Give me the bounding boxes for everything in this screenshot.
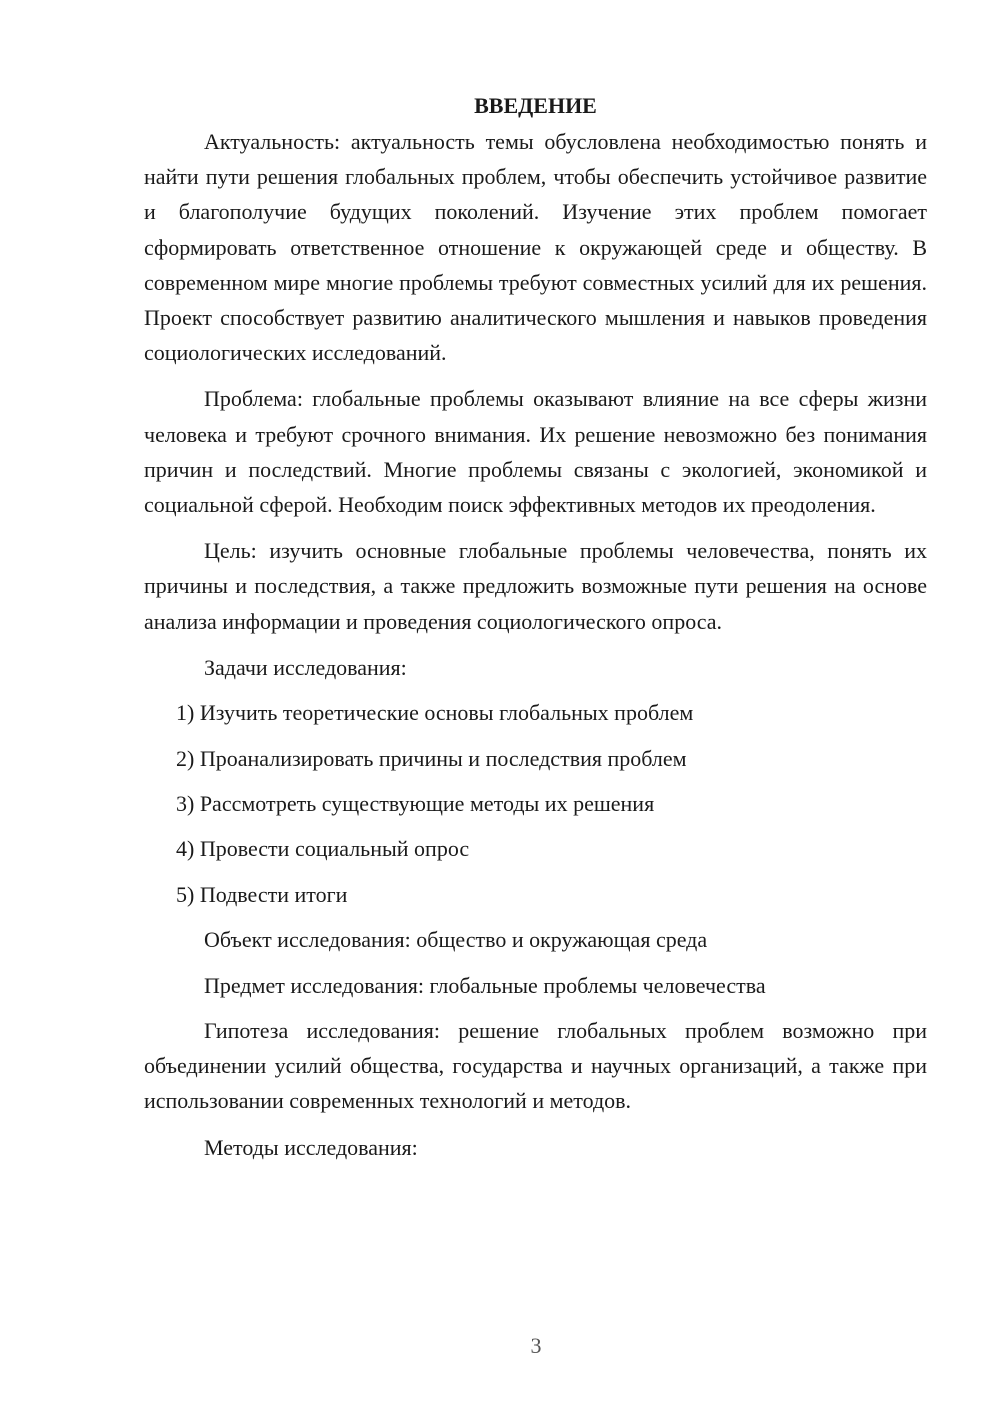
task-item-2: 2) Проанализировать причины и последствия проблем (176, 745, 687, 771)
document-page (144, 90, 927, 1175)
task-item-3: 3) Рассмотреть существующие методы их решения (176, 791, 655, 817)
methods-title: Методы исследования: (204, 1134, 418, 1160)
research-object: Объект исследования: общество и окружающая среда (204, 927, 708, 953)
task-item-4: 4) Провести социальный опрос (176, 836, 470, 862)
hypothesis-paragraph: Гипотеза исследования: решение глобальных проблем возможно при объединении усилий общества, государства и научных организаций, а также при использовании современных технологий и методов. (144, 1017, 927, 1114)
relevance-paragraph: Актуальность: актуальность темы обусловлена необходимостью понять и найти пути решения глобальных проблем, чтобы обеспечить устойчивое развитие и благополучие будущих поколений. Изучение этих проблем помогает сформировать ответственное отношение к окружающей среде и обществу. В современном мире многие проблемы требуют совместных усилий для их решения. Проект способствует развитию аналитического мышления и навыков проведения социологических исследований. (144, 129, 927, 366)
page-number: 3 (530, 1333, 542, 1358)
research-subject: Предмет исследования: глобальные проблемы человечества (204, 972, 766, 998)
goal-paragraph: Цель: изучить основные глобальные проблемы человечества, понять их причины и последствия, а также предложить возможные пути решения на основе анализа информации и проведения социологического опроса. (144, 538, 927, 634)
task-item-5: 5) Подвести итоги (176, 881, 348, 907)
tasks-title: Задачи исследования: (204, 654, 407, 680)
section-heading: ВВЕДЕНИЕ (474, 93, 597, 118)
task-item-1: 1) Изучить теоретические основы глобальных проблем (176, 700, 694, 726)
problem-paragraph: Проблема: глобальные проблемы оказывают влияние на все сферы жизни человека и требуют срочного внимания. Их решение невозможно без понимания причин и последствий. Многие проблемы связаны с экологией, экономикой и социальной сферой. Необходим поиск эффективных методов их преодоления. (144, 386, 927, 518)
